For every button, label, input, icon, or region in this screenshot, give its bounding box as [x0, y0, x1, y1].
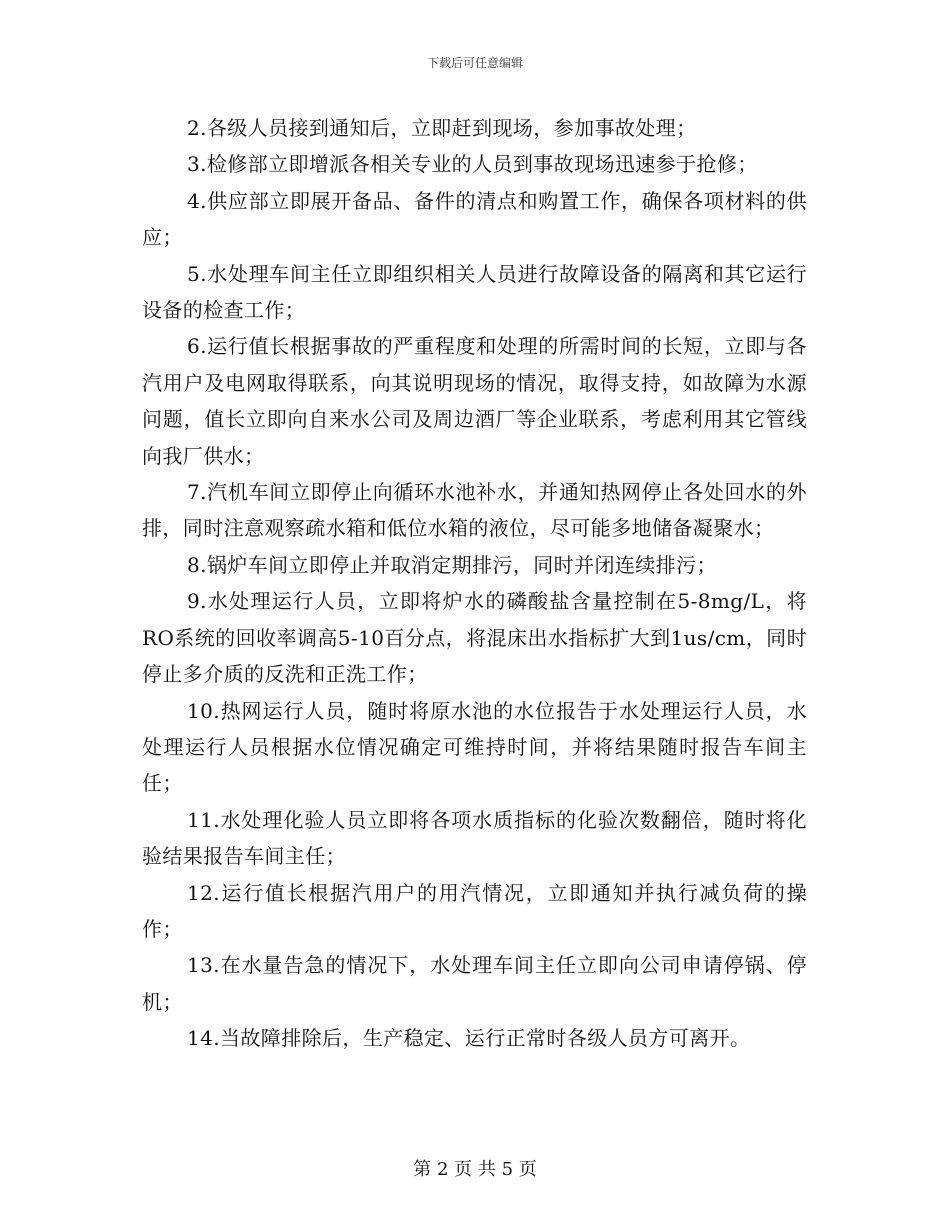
- paragraph-item-14: 14.当故障排除后，生产稳定、运行正常时各级人员方可离开。: [187, 1026, 751, 1051]
- paragraph-item-9: 9.水处理运行人员，立即将炉水的磷酸盐含量控制在5-8mg/L，将RO系统的回收率调高5-10百分点，将混床出水指标扩大到1us/cm，同时停止多介质的反洗和正洗工作；: [142, 589, 807, 687]
- paragraph-item-4: 4.供应部立即展开备品、备件的清点和购置工作，确保各项材料的供应；: [142, 188, 807, 250]
- paragraph-item-2: 2.各级人员接到通知后，立即赶到现场，参加事故处理；: [187, 116, 697, 140]
- paragraph-item-3: 3.检修部立即增派各相关专业的人员到事故现场迅速参于抢修；: [187, 152, 758, 177]
- paragraph-item-11: 11.水处理化验人员立即将各项水质指标的化验次数翻倍，随时将化验结果报告车间主任；: [142, 807, 807, 869]
- page-number-footer: 第 2 页 共 5 页: [413, 1159, 537, 1180]
- paragraph-item-12: 12.运行值长根据汽用户的用汽情况，立即通知并执行减负荷的操作；: [142, 880, 807, 941]
- paragraph-item-10: 10.热网运行人员，随时将原水池的水位报告于水处理运行人员，水处理运行人员根据水位情况确定可维持时间，并将结果随时报告车间主任；: [142, 698, 807, 796]
- paragraph-item-13: 13.在水量告急的情况下，水处理车间主任立即向公司申请停锅、停机；: [142, 953, 807, 1014]
- paragraph-item-6: 6.运行值长根据事故的严重程度和处理的所需时间的长短，立即与各汽用户及电网取得联系，向其说明现场的情况，取得支持，如故障为水源问题，值长立即向自来水公司及周边酒厂等企业联系，考虑利用其它管线向我厂供水；: [142, 334, 807, 468]
- page-header: 下载后可任意编辑: [426, 56, 523, 70]
- paragraph-item-7: 7.汽机车间立即停止向循环水池补水，并通知热网停止各处回水的外排，同时注意观察疏水箱和低位水箱的液位，尽可能多地储备凝聚水；: [142, 480, 807, 541]
- document-body: [142, 110, 807, 1057]
- paragraph-item-5: 5.水处理车间主任立即组织相关人员进行故障设备的隔离和其它运行设备的检查工作；: [142, 261, 807, 323]
- paragraph-item-8: 8.锅炉车间立即停止并取消定期排污，同时并闭连续排污；: [187, 552, 717, 577]
